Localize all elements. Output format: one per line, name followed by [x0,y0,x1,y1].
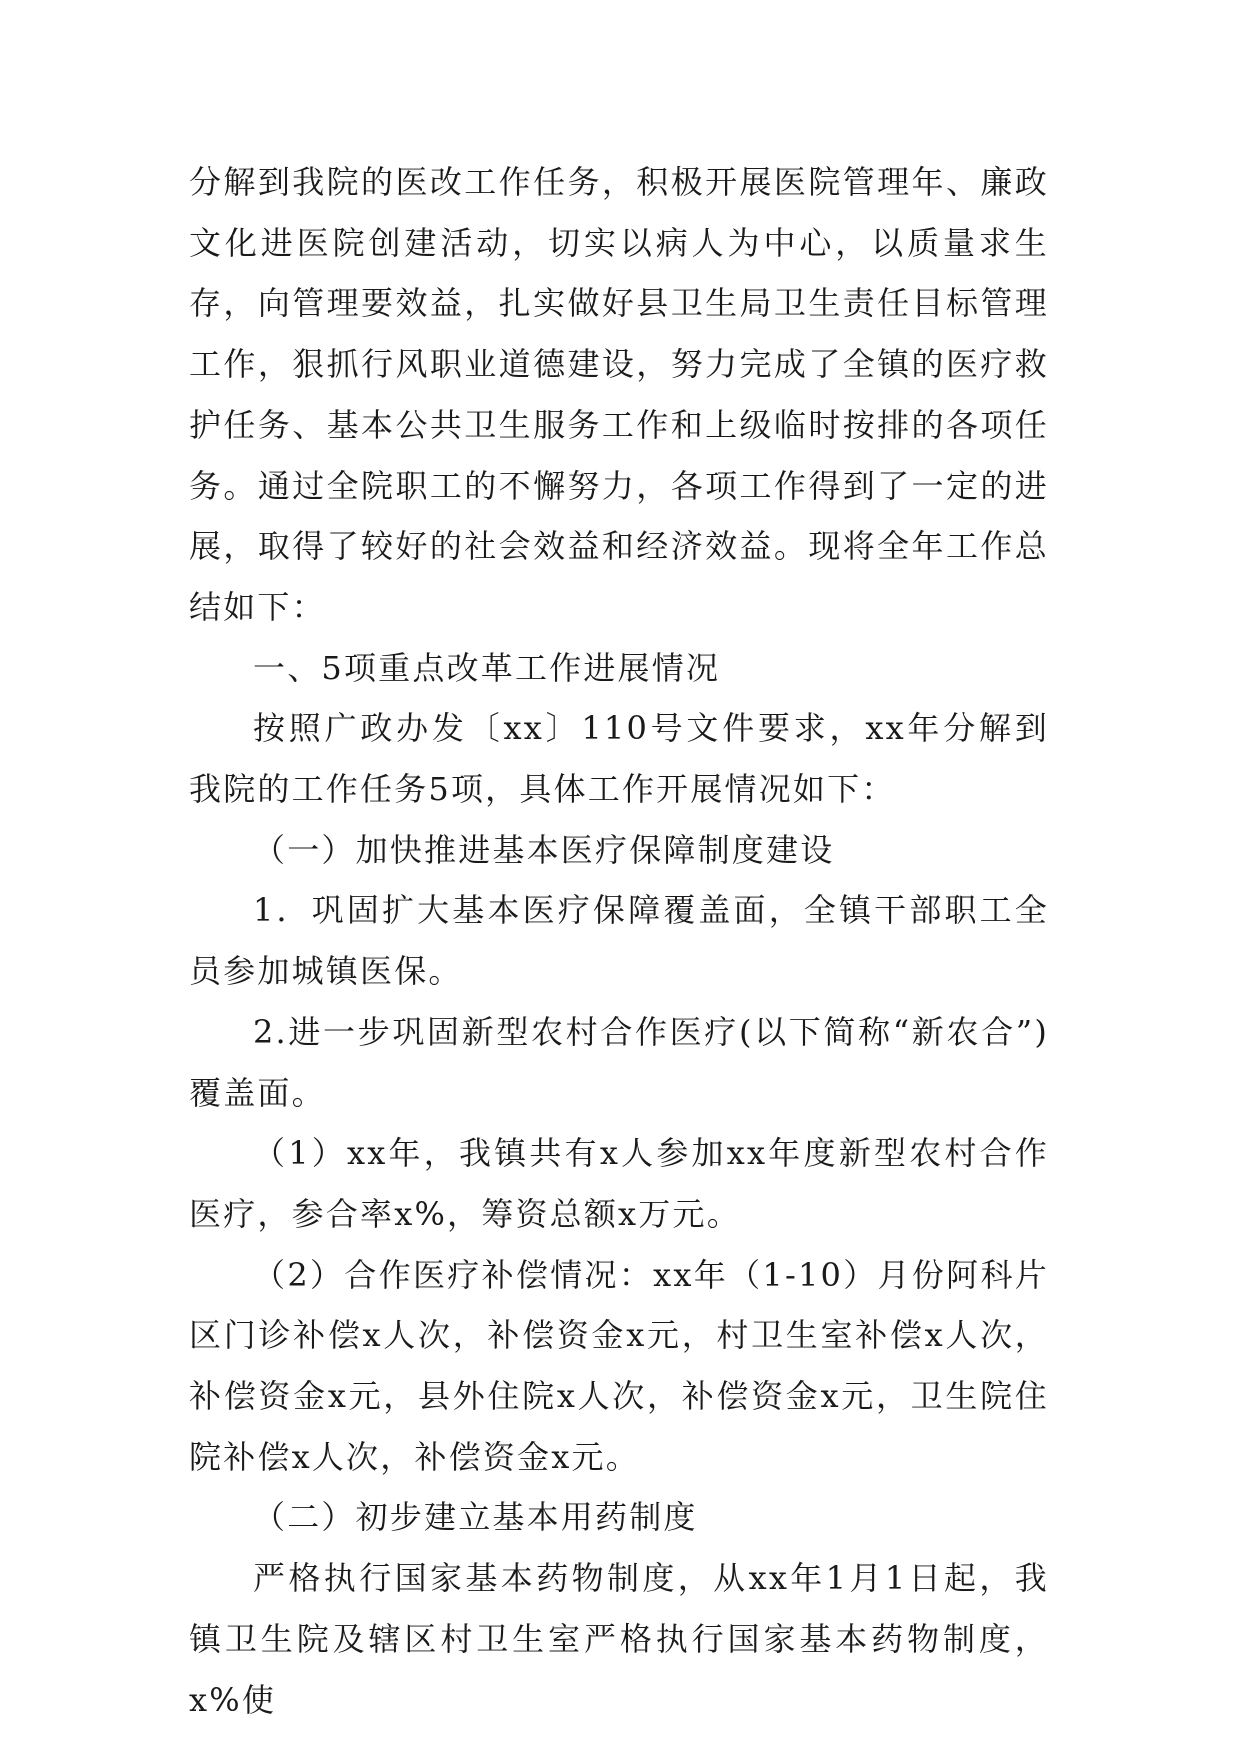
subsection-heading-medical-insurance: （一）加快推进基本医疗保障制度建设 [253,830,835,869]
paragraph-item-1: 1．巩固扩大基本医疗保障覆盖面，全镇干部职工全员参加城镇医保。 [189,891,1049,991]
section-heading-reform-progress: 一、5项重点改革工作进展情况 [253,648,721,687]
document-body [189,152,1049,1730]
paragraph-intro: 分解到我院的医改工作任务，积极开展医院管理年、廉政文化进医院创建活动，切实以病人为中心，以质量求生存，向管理要效益，扎实做好县卫生局卫生责任目标管理工作，狠抓行风职业道德建设，努力完成了全镇的医疗救护任务、基本公共卫生服务工作和上级临时按排的各项任务。通过全院职工的不懈努力，各项工作得到了一定的进展，取得了较好的社会效益和经济效益。现将全年工作总结如下： [189,163,1049,626]
paragraph-drug-system: 严格执行国家基本药物制度，从xx年1月1日起，我镇卫生院及辖区村卫生室严格执行国家基本药物制度，x%使 [189,1559,1049,1719]
paragraph-subitem-1: （1）xx年，我镇共有x人参加xx年度新型农村合作医疗，参合率x%，筹资总额x万元。 [189,1134,1049,1233]
subsection-heading-drug-system: （二）初步建立基本用药制度 [253,1498,698,1537]
paragraph-item-2: 2.进一步巩固新型农村合作医疗(以下简称“新农合”)覆盖面。 [189,1012,1049,1112]
paragraph-document-requirement: 按照广政办发〔xx〕110号文件要求，xx年分解到我院的工作任务5项，具体工作开展情况如下： [189,709,1049,809]
paragraph-subitem-2: （2）合作医疗补偿情况：xx年（1-10）月份阿科片区门诊补偿x人次，补偿资金x元，村卫生室补偿x人次，补偿资金x元，县外住院x人次，补偿资金x元，卫生院住院补偿x人次，补偿资金x元。 [189,1255,1049,1476]
